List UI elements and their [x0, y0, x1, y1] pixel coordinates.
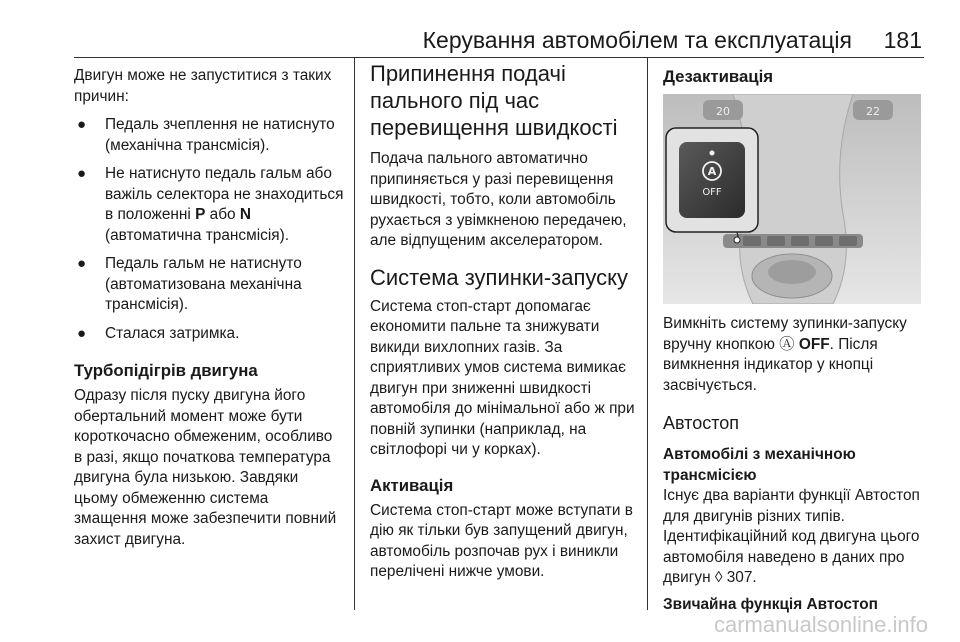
page-header [0, 0, 960, 58]
column-divider-1 [354, 58, 355, 610]
subsection-heading: Звичайна функція Автостоп [663, 595, 878, 613]
body-paragraph: Система стоп-старт допомагає економити пальне та знижувати викиди вихлопних газів. За сприятливих умов система вимикає двигун при зниженні швидкості автомобіля до мінімальної або ж при повній зупинки (наприклад, на світлофорі чи у корках). [370, 297, 635, 458]
section-heading: Припинення подачі пального під час перевищення швидкості [370, 61, 618, 140]
indicator-light [710, 151, 715, 156]
column-2 [370, 60, 635, 583]
subsection-heading: Активація [370, 475, 454, 495]
body-paragraph: Вимкніть систему зупинки-запуску вручну кнопкою Ⓐ OFF. Після вимкнення індикатор у кнопці засвічується. [663, 315, 907, 394]
stop-start-button-illustration [663, 94, 921, 304]
console-drawing [663, 94, 921, 304]
page-number: 181 [883, 27, 922, 53]
bullet-item: ● Педаль гальм не натиснуто (автоматизована механічна трансмісія). [77, 255, 302, 313]
column-1 [74, 66, 344, 550]
button-off-label: OFF [702, 187, 722, 198]
column-divider-2 [647, 58, 648, 610]
bullet-item: ● Не натиснуто педаль гальм або важіль селектора не знаходиться в положенні P або N (автоматична трансмісія). [77, 165, 344, 244]
section-heading: Автостоп [663, 413, 740, 433]
subsection-heading: Автомобілі з механічною трансмісією [663, 446, 856, 484]
watermark: carmanualsonline.info [713, 612, 928, 637]
bullet-icon: ● [77, 324, 87, 342]
section-heading: Турбопідігрів двигуна [74, 361, 258, 380]
auto-stop-icon: Ⓐ [779, 335, 795, 353]
page-header-title: Керування автомобілем та експлуатація [422, 27, 852, 53]
seat-heat-right-label: 22 [866, 105, 880, 118]
header-divider [74, 57, 924, 58]
bullet-item: ● Педаль зчеплення не натиснуто (механічна трансмісія). [77, 116, 335, 154]
seat-heat-left-label: 20 [716, 105, 730, 118]
column-3 [663, 66, 928, 615]
svg-text:A: A [707, 165, 717, 178]
subsection-heading: Дезактивація [663, 67, 774, 86]
bullet-icon: ● [77, 165, 87, 182]
body-paragraph: Система стоп-старт може вступати в дію як тільки був запущений двигун, автомобіль розпочав рух і виникли перелічені нижче умови. [370, 501, 633, 580]
bullet-icon: ● [77, 255, 87, 272]
page-reference-icon: ◊ [714, 569, 723, 586]
intro-paragraph: Двигун може не запуститися з таких причин: [74, 67, 332, 105]
body-paragraph: Одразу після пуску двигуна його обертальний момент може бути короткочасно обмеженим, особливо в разі, якщо початкова температура двигуна була низькою. Завдяки цьому обмеженню система змащення може забезпечити повний захист двигуна. [74, 387, 337, 548]
bullet-icon: ● [77, 116, 87, 133]
body-paragraph: Існує два варіанти функції Автостоп для двигунів різних типів. Ідентифікаційний код двигуна цього автомобіля наведено в даних про двигун ◊ 307. [663, 487, 920, 586]
bullet-item: ● Сталася затримка. [74, 324, 344, 345]
section-heading: Система зупинки-запуску [370, 264, 629, 290]
body-paragraph: Подача пального автоматично припиняється у разі перевищення швидкості, тобто, коли автомобіль рухається з увімкненою передачею, але відпущеним акселератором. [370, 150, 627, 249]
